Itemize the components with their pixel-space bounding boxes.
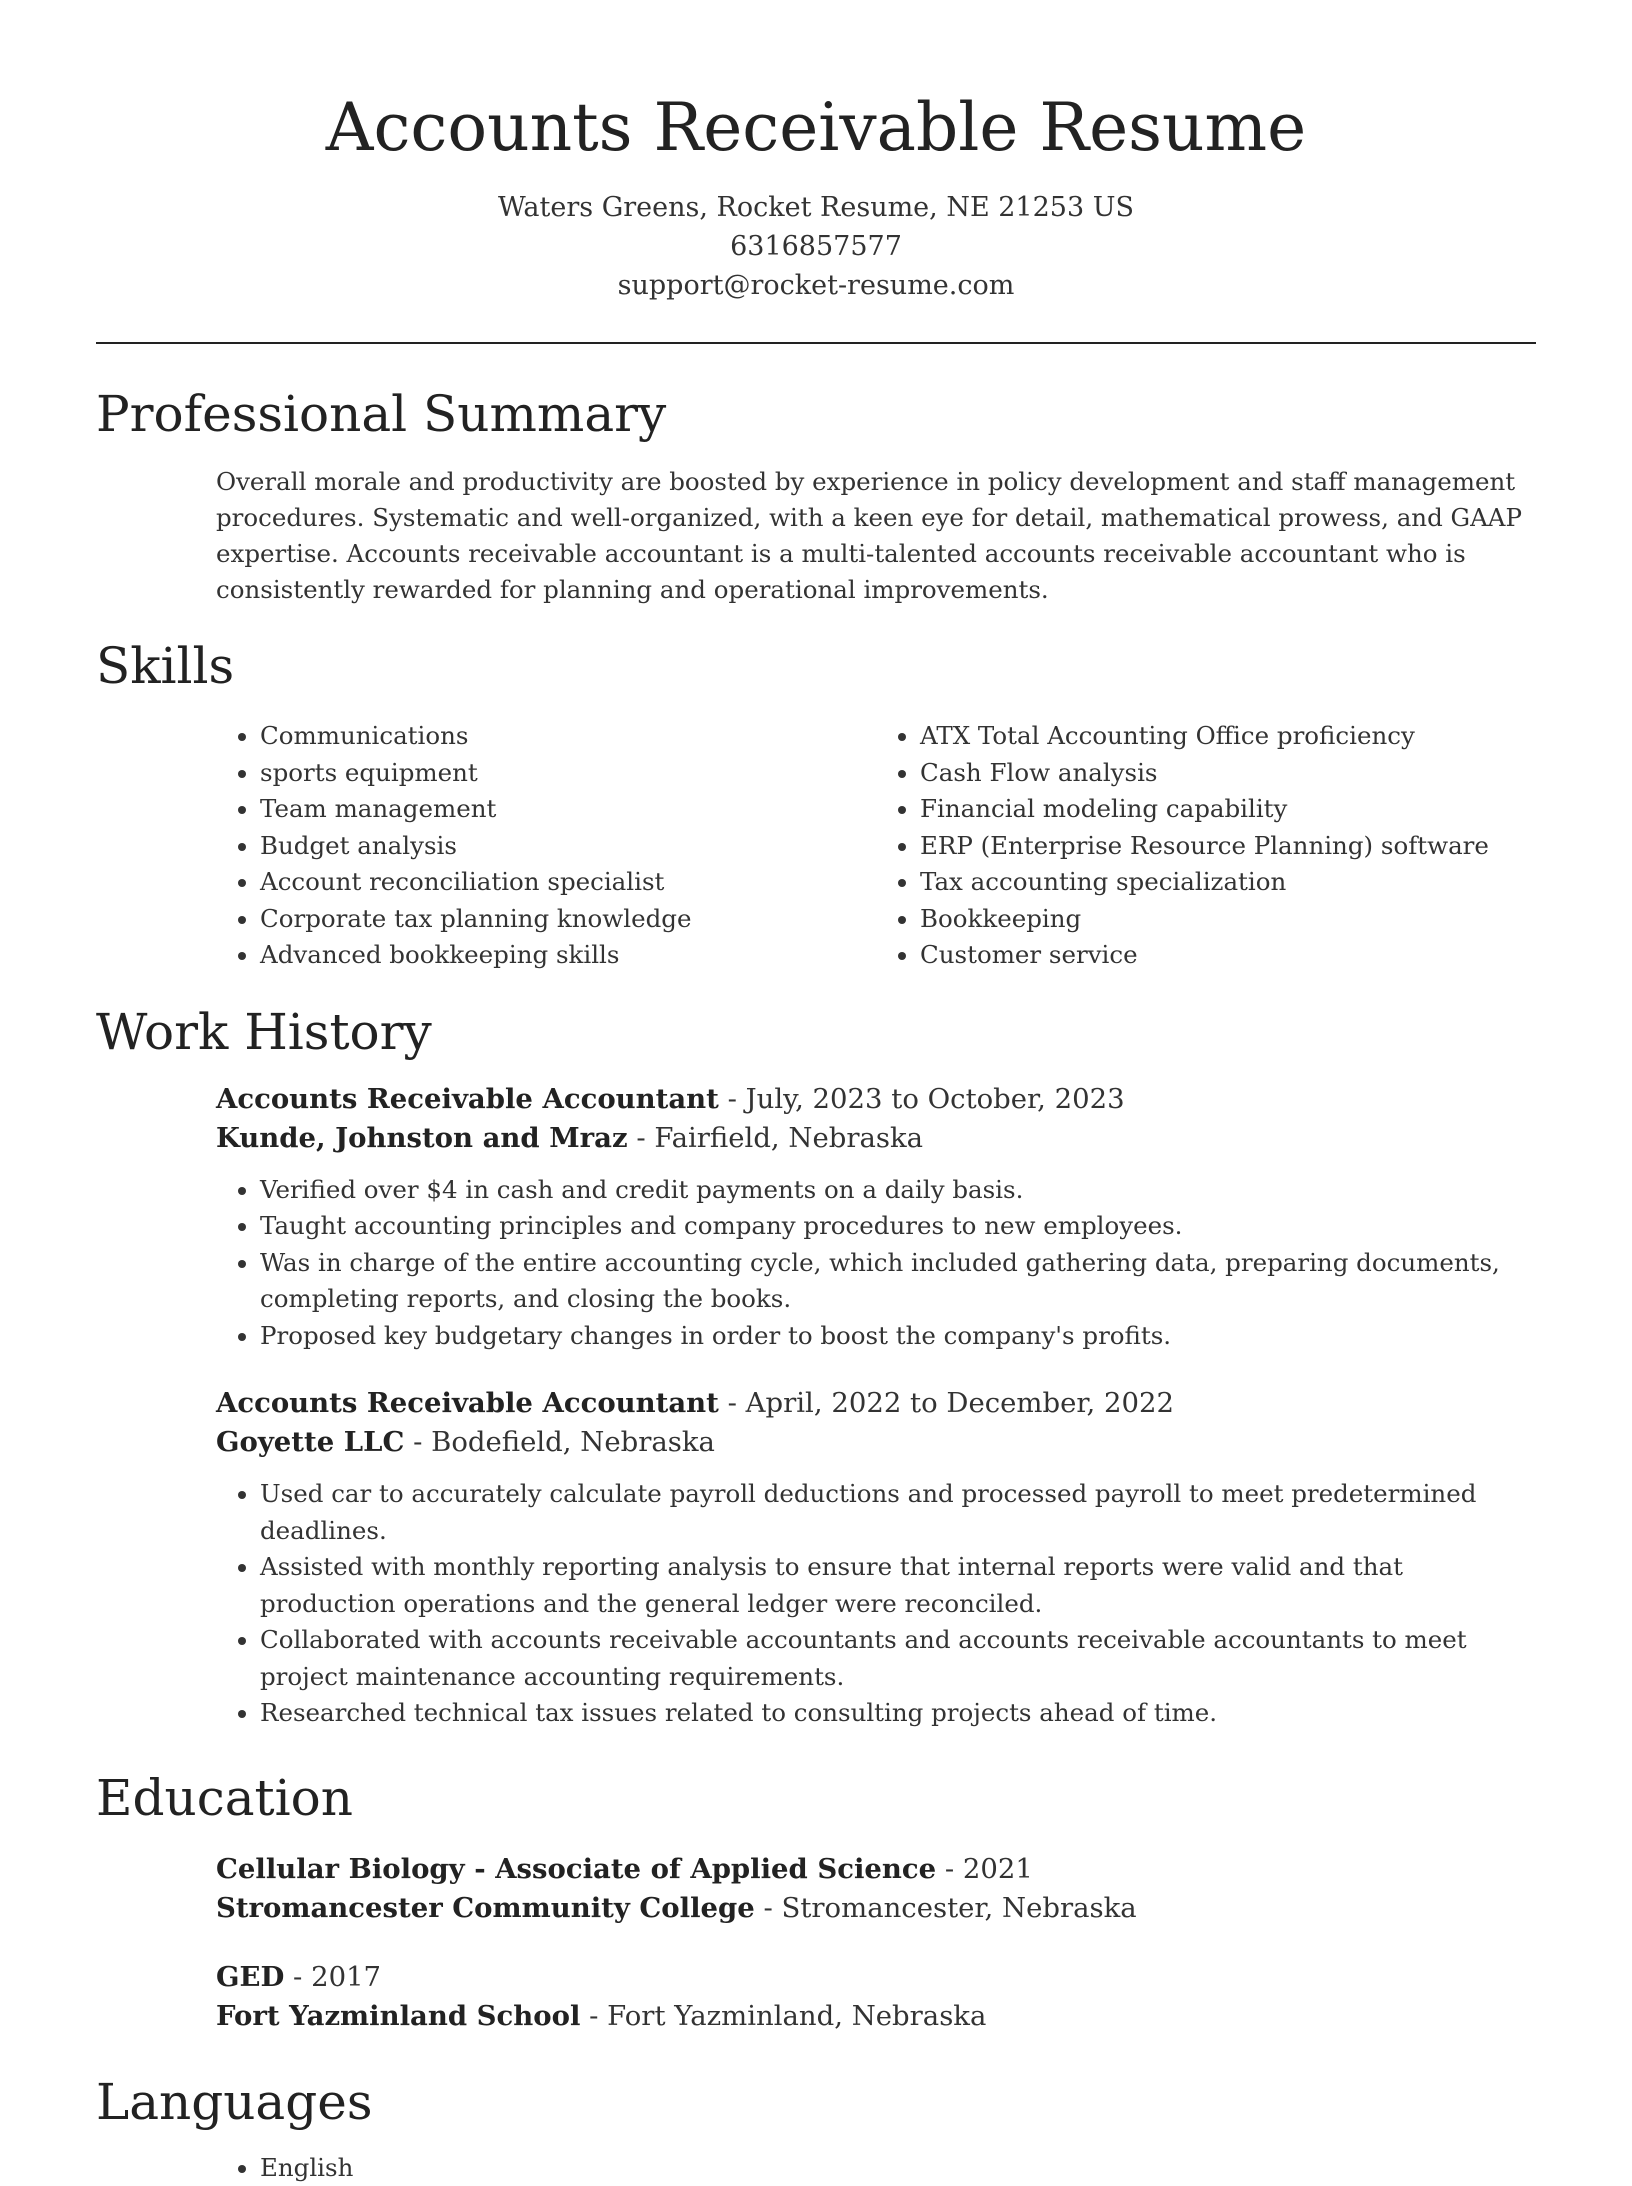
skill-item: • Financial modeling capability xyxy=(920,791,1536,828)
education-heading: Education xyxy=(96,1762,1536,1834)
skills-heading: Skills xyxy=(96,630,1536,702)
resume-header xyxy=(0,0,1632,305)
job-location: - Bodefield, Nebraska xyxy=(404,1426,715,1458)
education-location: - Stromancester, Nebraska xyxy=(755,1892,1137,1924)
resume-content xyxy=(96,378,1536,2186)
job-bullet: • Proposed key budgetary changes in order to boost the company's profits. xyxy=(260,1318,1536,1355)
skill-item: • Advanced bookkeeping skills xyxy=(260,937,876,974)
skills-list xyxy=(216,718,1536,974)
job-bullet: • Taught accounting principles and company procedures to new employees. xyxy=(260,1208,1536,1245)
skill-item: • Communications xyxy=(260,718,876,755)
contact-address: Waters Greens, Rocket Resume, NE 21253 US xyxy=(0,188,1632,227)
education-entry xyxy=(216,1958,1536,2036)
education-entry xyxy=(216,1850,1536,1928)
skill-item: • Account reconciliation specialist xyxy=(260,864,876,901)
skill-item: • Budget analysis xyxy=(260,828,876,865)
education-school-line xyxy=(216,1889,1536,1928)
job-entry xyxy=(216,1080,1536,1355)
job-bullet: • Used car to accurately calculate payroll deductions and processed payroll to meet predetermined deadlines. xyxy=(260,1476,1536,1549)
summary-heading: Professional Summary xyxy=(96,378,1536,450)
contact-phone: 6316857577 xyxy=(0,227,1632,266)
job-company: Goyette LLC xyxy=(216,1426,404,1458)
job-dates: - April, 2022 to December, 2022 xyxy=(719,1387,1174,1419)
job-bullet: • Assisted with monthly reporting analysis to ensure that internal reports were valid and that production operations and the general ledger were reconciled. xyxy=(260,1549,1536,1622)
job-title: Accounts Receivable Accountant xyxy=(216,1387,719,1419)
skills-column-left xyxy=(216,718,876,974)
job-bullet: • Was in charge of the entire accounting cycle, which included gathering data, preparing documents, completing reports, and closing the books. xyxy=(260,1245,1536,1318)
resume-title: Accounts Receivable Resume xyxy=(0,86,1632,170)
education-year: - 2021 xyxy=(936,1853,1033,1885)
education-school: Stromancester Community College xyxy=(216,1892,755,1924)
skill-item: • Cash Flow analysis xyxy=(920,755,1536,792)
job-company-line xyxy=(216,1423,1536,1462)
contact-email: support@rocket-resume.com xyxy=(0,266,1632,305)
education-list xyxy=(216,1850,1536,2036)
job-bullets xyxy=(216,1476,1536,1732)
work-history-list xyxy=(216,1080,1536,1732)
languages-list xyxy=(216,2150,1536,2186)
education-degree-line xyxy=(216,1850,1536,1889)
job-location: - Fairfield, Nebraska xyxy=(628,1122,923,1154)
summary-text: Overall morale and productivity are boosted by experience in policy development and staff management procedures. Systematic and well-organized, with a keen eye for detail, mathematical prowess, and GAAP expertise. Accounts receivable accountant is a multi-talented accounts receivable accountant who is consistently rewarded for planning and operational improvements. xyxy=(216,464,1556,608)
job-company: Kunde, Johnston and Mraz xyxy=(216,1122,628,1154)
job-dates: - July, 2023 to October, 2023 xyxy=(719,1083,1125,1115)
skill-item: • sports equipment xyxy=(260,755,876,792)
job-title-line xyxy=(216,1080,1536,1119)
languages-heading: Languages xyxy=(96,2066,1536,2138)
skills-column-right xyxy=(876,718,1536,974)
education-degree: GED xyxy=(216,1961,284,1993)
language-item: • English xyxy=(260,2150,1536,2186)
skill-item: • Tax accounting specialization xyxy=(920,864,1536,901)
education-degree: Cellular Biology - Associate of Applied Science xyxy=(216,1853,936,1885)
education-degree-line xyxy=(216,1958,1536,1997)
skill-item: • Corporate tax planning knowledge xyxy=(260,901,876,938)
contact-info xyxy=(0,188,1632,305)
work-history-heading: Work History xyxy=(96,996,1536,1068)
education-location: - Fort Yazminland, Nebraska xyxy=(580,2000,986,2032)
job-title-line xyxy=(216,1384,1536,1423)
skill-item: • Customer service xyxy=(920,937,1536,974)
job-entry xyxy=(216,1384,1536,1732)
education-year: - 2017 xyxy=(284,1961,381,1993)
education-school-line xyxy=(216,1997,1536,2036)
skill-item: • Bookkeeping xyxy=(920,901,1536,938)
job-title: Accounts Receivable Accountant xyxy=(216,1083,719,1115)
job-bullet: • Verified over $4 in cash and credit payments on a daily basis. xyxy=(260,1172,1536,1209)
job-bullets xyxy=(216,1172,1536,1355)
job-bullet: • Researched technical tax issues related to consulting projects ahead of time. xyxy=(260,1695,1536,1732)
education-school: Fort Yazminland School xyxy=(216,2000,580,2032)
skill-item: • Team management xyxy=(260,791,876,828)
header-divider xyxy=(96,342,1536,344)
skill-item: • ATX Total Accounting Office proficiency xyxy=(920,718,1536,755)
job-company-line xyxy=(216,1119,1536,1158)
job-bullet: • Collaborated with accounts receivable accountants and accounts receivable accountants to meet project maintenance accounting requirements. xyxy=(260,1622,1536,1695)
language-bullets xyxy=(216,2150,1536,2186)
skill-item: • ERP (Enterprise Resource Planning) software xyxy=(920,828,1536,865)
